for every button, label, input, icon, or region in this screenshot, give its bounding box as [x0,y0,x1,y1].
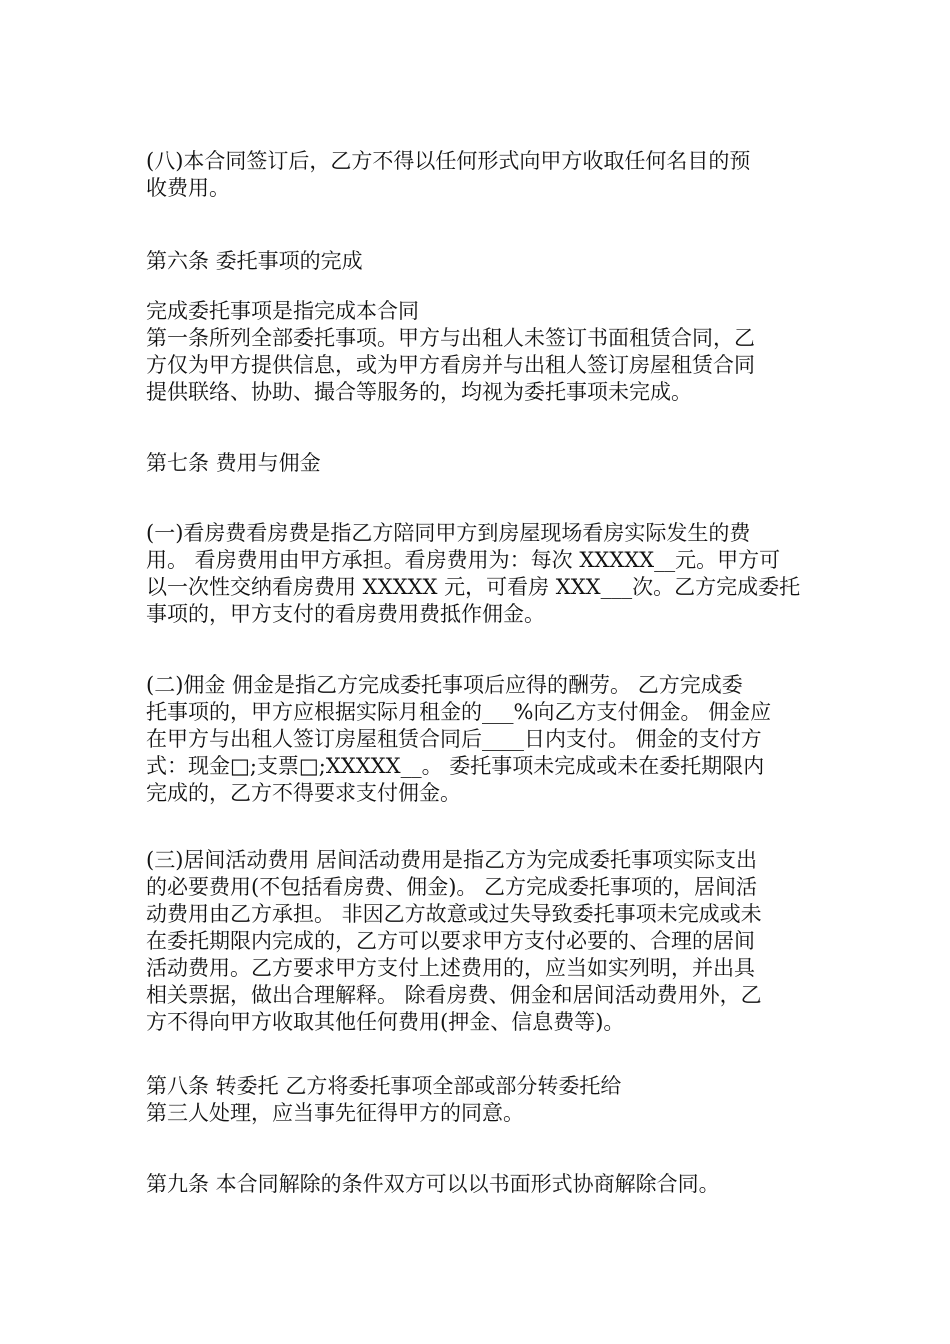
text-line: (二)佣金 佣金是指乙方完成委托事项后应得的酬劳。 乙方完成委 [146,673,743,697]
text-line: 事项的，甲方支付的看房费用费抵作佣金。 [146,602,545,626]
text-line: 提供联络、协助、撮合等服务的，均视为委托事项未完成。 [146,380,692,404]
text-line: 第八条 转委托 乙方将委托事项全部或部分转委托给 [146,1074,622,1098]
article-6-heading [146,248,811,275]
article-6-paragraph [146,298,811,406]
text-line: 收费用。 [146,176,230,200]
text-line: 的必要费用(不包括看房费、佣金)。 乙方完成委托事项的，居间活 [146,875,758,899]
text-line: 相关票据，做出合理解释。 除看房费、佣金和居间活动费用外，乙 [146,983,762,1007]
text-line: 第九条 本合同解除的条件双方可以以书面形式协商解除合同。 [146,1172,720,1196]
article-7-heading [146,450,811,477]
text-line: (一)看房费看房费是指乙方陪同甲方到房屋现场看房实际发生的费 [146,521,751,545]
article-7-item-1-paragraph [146,520,811,628]
article-8-paragraph [146,1073,811,1127]
text-line: 式：现金□;支票□;XXXXX__。 委托事项未完成或未在委托期限内 [146,754,765,778]
section-heading: 第六条 委托事项的完成 [146,249,363,273]
text-line: 第一条所列全部委托事项。甲方与出租人未签订书面租赁合同，乙 [146,326,755,350]
text-line: 托事项的，甲方应根据实际月租金的___%向乙方支付佣金。 佣金应 [146,700,772,724]
text-line: 在委托期限内完成的，乙方可以要求甲方支付必要的、合理的居间 [146,929,755,953]
text-line: 方仅为甲方提供信息，或为甲方看房并与出租人签订房屋租赁合同 [146,353,755,377]
text-line: 方不得向甲方收取其他任何费用(押金、信息费等)。 [146,1010,625,1034]
section-heading: 第七条 费用与佣金 [146,451,321,475]
text-line: (八)本合同签订后，乙方不得以任何形式向甲方收取任何名目的预 [146,149,751,173]
text-line: 活动费用。乙方要求甲方支付上述费用的，应当如实列明，并出具 [146,956,755,980]
text-line: (三)居间活动费用 居间活动费用是指乙方为完成委托事项实际支出 [146,848,758,872]
text-line: 在甲方与出租人签订房屋租赁合同后____日内支付。 佣金的支付方 [146,727,762,751]
article-7-item-2-paragraph [146,672,811,807]
article-9-paragraph [146,1171,811,1198]
article-7-item-3-paragraph [146,847,811,1036]
text-line: 动费用由乙方承担。 非因乙方故意或过失导致委托事项未完成或未 [146,902,762,926]
text-line: 第三人处理，应当事先征得甲方的同意。 [146,1101,524,1125]
text-line: 以一次性交纳看房费用 XXXXX 元，可看房 XXX___次。乙方完成委托 [146,575,801,599]
text-line: 用。 看房费用由甲方承担。看房费用为：每次 XXXXX__元。甲方可 [146,548,781,572]
clause-8-paragraph [146,148,811,202]
text-line: 完成的，乙方不得要求支付佣金。 [146,781,461,805]
text-line: 完成委托事项是指完成本合同 [146,299,419,323]
